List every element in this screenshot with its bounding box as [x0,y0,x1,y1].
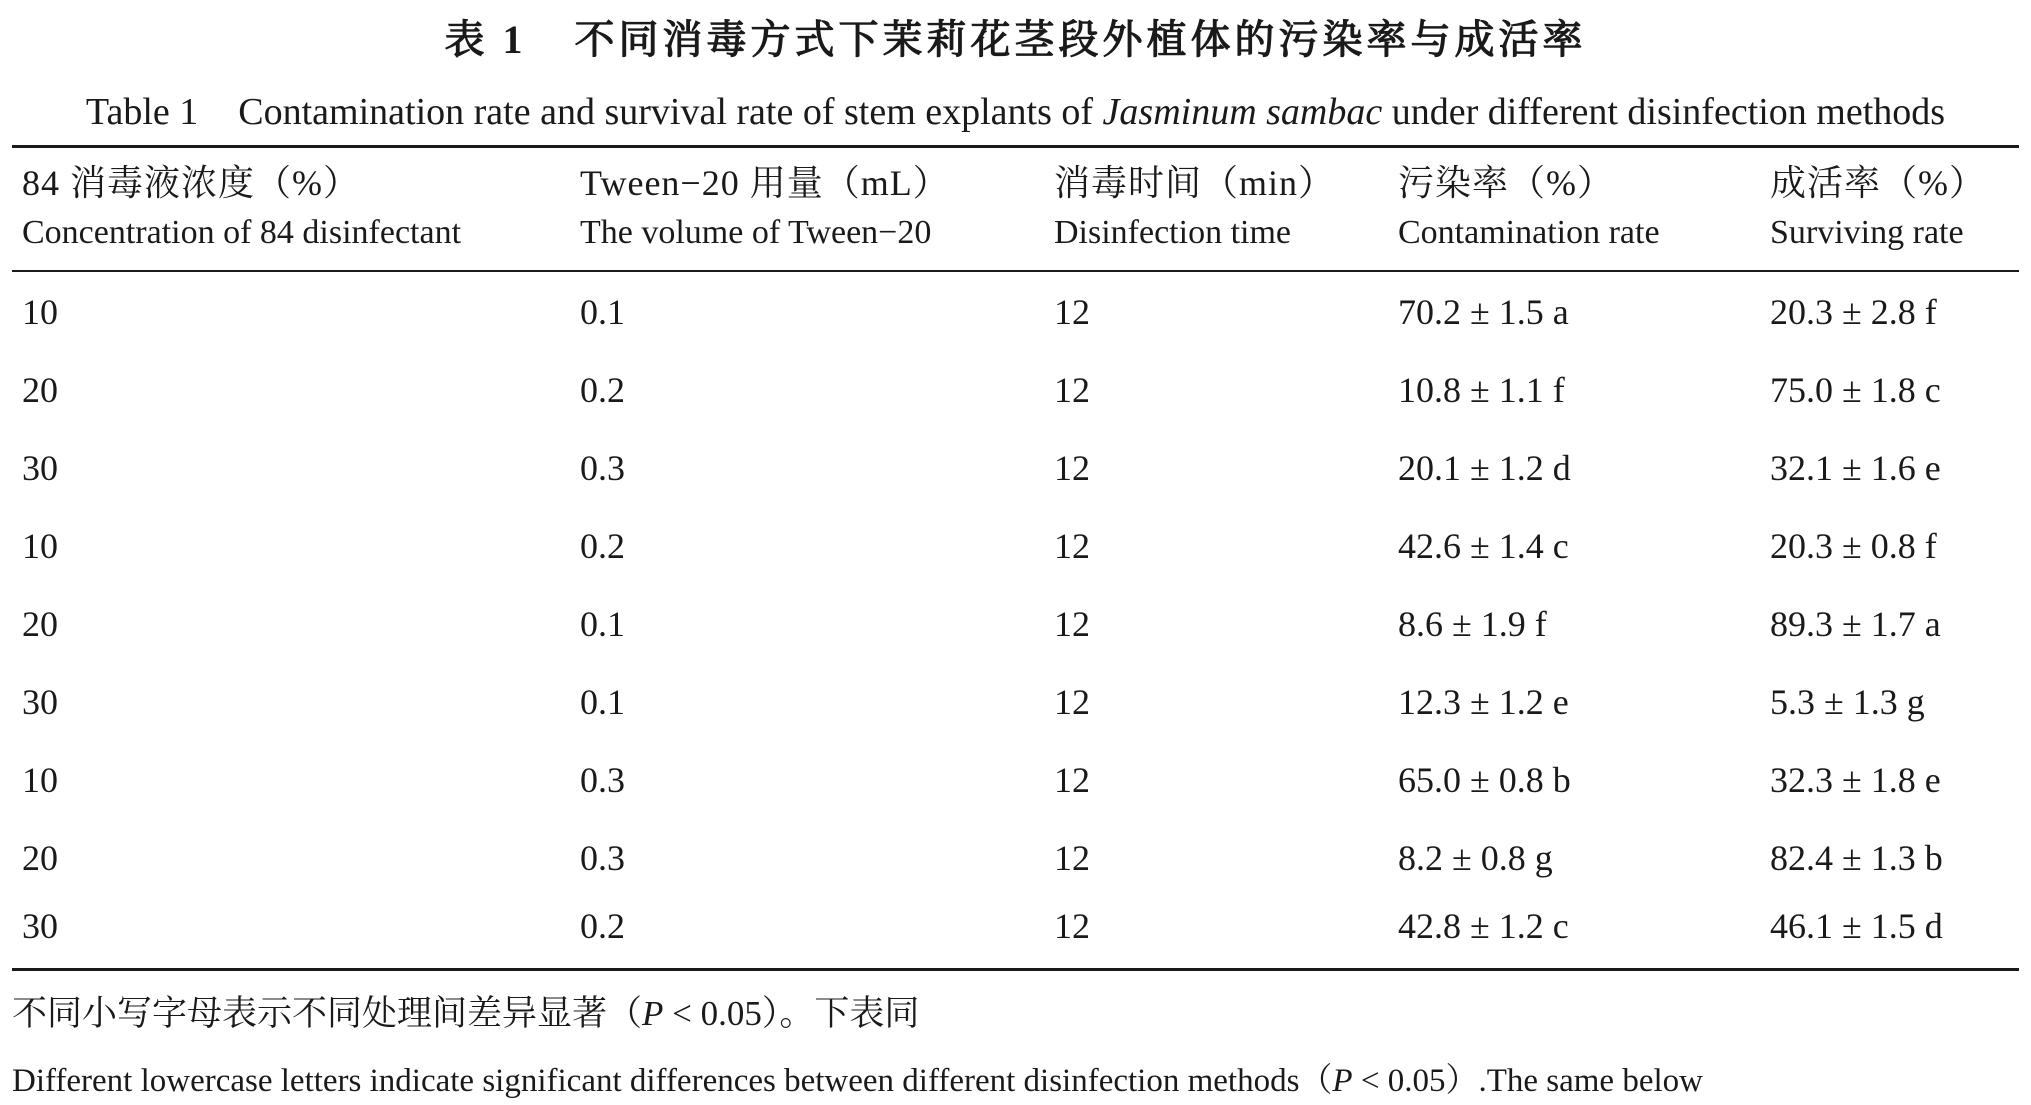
cell-concentration: 10 [22,526,58,566]
cell-disinfection-time: 12 [1054,370,1090,410]
cell-tween-volume: 0.3 [580,760,625,800]
cell-disinfection-time: 12 [1054,526,1090,566]
cell-concentration: 20 [22,604,58,644]
cell-tween-volume: 0.1 [580,292,625,332]
table-row [0,672,2031,732]
table-title-english-part2: under different disinfection methods [1382,91,1946,133]
column-header-contamination-rate [1398,158,1660,258]
table-caption-english [0,90,2031,134]
cell-surviving-rate: 46.1 ± 1.5 d [1770,906,1943,946]
cell-disinfection-time: 12 [1054,838,1090,878]
table-header-rule [12,270,2019,272]
column-header-en: Contamination rate [1398,214,1660,251]
cell-contamination-rate: 65.0 ± 0.8 b [1398,760,1571,800]
table-row [0,750,2031,810]
table-footnote-english [12,1054,1703,1101]
column-header-en: The volume of Tween−20 [580,214,932,251]
cell-disinfection-time: 12 [1054,682,1090,722]
table-row [0,282,2031,342]
cell-surviving-rate: 5.3 ± 1.3 g [1770,682,1925,722]
cell-contamination-rate: 20.1 ± 1.2 d [1398,448,1571,488]
column-header-concentration [22,158,461,258]
cell-concentration: 10 [22,760,58,800]
column-header-cn: 84 消毒液浓度（%） [22,163,360,203]
cell-disinfection-time: 12 [1054,760,1090,800]
cell-disinfection-time: 12 [1054,448,1090,488]
cell-tween-volume: 0.2 [580,906,625,946]
cell-surviving-rate: 75.0 ± 1.8 c [1770,370,1941,410]
column-header-surviving-rate [1770,158,1986,258]
cell-surviving-rate: 89.3 ± 1.7 a [1770,604,1941,644]
column-header-disinfection-time [1054,158,1335,258]
cell-concentration: 10 [22,292,58,332]
species-name: Jasminum sambac [1102,91,1383,133]
table-row [0,896,2031,956]
table-number-chinese: 表 1 [444,17,527,62]
cell-contamination-rate: 42.8 ± 1.2 c [1398,906,1569,946]
column-header-en: Surviving rate [1770,214,1964,251]
cell-tween-volume: 0.2 [580,370,625,410]
cell-disinfection-time: 12 [1054,604,1090,644]
cell-contamination-rate: 70.2 ± 1.5 a [1398,292,1569,332]
column-header-en: Disinfection time [1054,214,1292,251]
cell-surviving-rate: 82.4 ± 1.3 b [1770,838,1943,878]
table-row [0,516,2031,576]
cell-contamination-rate: 8.2 ± 0.8 g [1398,838,1553,878]
cell-contamination-rate: 8.6 ± 1.9 f [1398,604,1547,644]
cell-disinfection-time: 12 [1054,906,1090,946]
cell-concentration: 30 [22,448,58,488]
column-header-tween-volume [580,158,950,258]
footnote-cn-part1: 不同小写字母表示不同处理间差异显著（ [12,994,643,1033]
table-number-english: Table 1 [85,91,199,133]
table-title-chinese: 不同消毒方式下茉莉花茎段外植体的污染率与成活率 [574,17,1587,62]
cell-disinfection-time: 12 [1054,292,1090,332]
cell-contamination-rate: 42.6 ± 1.4 c [1398,526,1569,566]
cell-contamination-rate: 12.3 ± 1.2 e [1398,682,1569,722]
cell-surviving-rate: 32.1 ± 1.6 e [1770,448,1941,488]
footnote-en-part2: < 0.05）.The same below [1352,1063,1703,1099]
cell-concentration: 20 [22,838,58,878]
cell-tween-volume: 0.2 [580,526,625,566]
column-header-cn: 成活率（%） [1770,163,1986,203]
footnote-en-p-symbol: P [1332,1063,1353,1099]
footnote-en-part1: Different lowercase letters indicate significant differences between different disinfection methods（ [12,1063,1333,1099]
table-row [0,828,2031,888]
cell-concentration: 30 [22,682,58,722]
table-bottom-rule [12,968,2019,971]
table-row [0,360,2031,420]
table-row [0,438,2031,498]
cell-surviving-rate: 32.3 ± 1.8 e [1770,760,1941,800]
cell-concentration: 30 [22,906,58,946]
cell-tween-volume: 0.1 [580,604,625,644]
cell-surviving-rate: 20.3 ± 2.8 f [1770,292,1937,332]
column-header-cn: 消毒时间（min） [1054,163,1336,203]
cell-tween-volume: 0.1 [580,682,625,722]
cell-tween-volume: 0.3 [580,448,625,488]
cell-surviving-rate: 20.3 ± 0.8 f [1770,526,1937,566]
footnote-cn-p-symbol: P [642,994,664,1033]
table-row [0,594,2031,654]
footnote-cn-part2: < 0.05）。下表同 [663,994,920,1033]
column-header-cn: Tween−20 用量（mL） [580,163,950,203]
cell-concentration: 20 [22,370,58,410]
column-header-en: Concentration of 84 disinfectant [22,214,462,251]
table-footnote-chinese [12,986,919,1036]
cell-tween-volume: 0.3 [580,838,625,878]
column-header-cn: 污染率（%） [1398,163,1614,203]
table-title-english-part1: Contamination rate and survival rate of stem explants of [238,91,1103,133]
table-caption-chinese [0,8,2031,65]
table-top-rule [12,145,2019,148]
cell-contamination-rate: 10.8 ± 1.1 f [1398,370,1565,410]
